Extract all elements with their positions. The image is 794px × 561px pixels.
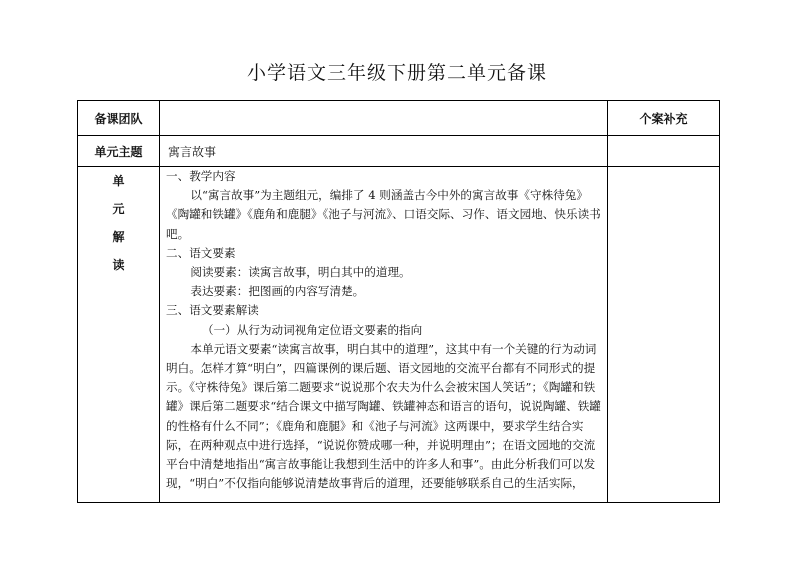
supplement-label: 个案补充 [608, 101, 720, 136]
theme-row [78, 136, 720, 167]
document-title: 小学语文三年级下册第二单元备课 [246, 62, 547, 84]
expression-element: 表达要素：把图画的内容写清楚。 [190, 284, 365, 299]
unit-reading-label [78, 167, 160, 503]
theme-label: 单元主题 [78, 136, 160, 167]
sub-heading: （一）从行为动词视角定位语文要素的指向 [201, 322, 423, 337]
unit-reading-char: 元 [112, 202, 125, 216]
section-heading: 一、教学内容 [166, 169, 236, 183]
unit-reading-char: 解 [112, 230, 125, 244]
section-heading: 三、语文要素解读 [166, 303, 259, 318]
reading-element: 阅读要素：读寓言故事，明白其中的道理。 [190, 265, 411, 280]
unit-reading-supplement-cell [608, 167, 720, 503]
theme-supplement-cell [608, 136, 720, 167]
paragraph: 本单元语文要素“读寓言故事，明白其中的道理”，这其中有一个关键的行为动词 明白。怎样才算“明白”，四篇课例的课后题、语文园地的交流平台都有不同形式的提示。《守株待兔》课后第二题要求“说说那个农夫为什么会被宋国人笑话”；《陶罐和铁罐》课后第二题要求“结合课文中描写陶罐、铁罐神态和语言的语句，说说陶罐、铁罐的性格有什么不同”；《鹿角和鹿腿》和《池子与河流》这两课中，要求学生结合实际，在两种观点中进行选择，“说说你赞成哪一种，并说明理由”；在语文园地的交流平台中清楚地指出“寓言故事能让我想到生活中的许多人和事”。由此分析我们可以发现，“明白”不仅指向能够说清楚故事背后的道理，还要能够联系自己的生活实际， [166, 341, 601, 491]
team-value [160, 101, 608, 136]
unit-reading-char: 单 [112, 174, 125, 188]
unit-reading-char: 读 [112, 258, 125, 272]
unit-reading-row [78, 167, 720, 503]
theme-value: 寓言故事 [160, 136, 608, 167]
paragraph: 以“寓言故事”为主题组元，编排了 4 则涵盖古今中外的寓言故事《守株待兔》《陶罐和铁罐》《鹿角和鹿腿》《池子与河流》、口语交际、习作、语文园地、快乐读书吧。 [166, 188, 601, 241]
unit-reading-content [160, 167, 608, 503]
team-row [78, 101, 720, 136]
section-heading: 二、语文要素 [166, 245, 236, 260]
lesson-plan-table [77, 100, 720, 503]
team-label: 备课团队 [78, 101, 160, 136]
